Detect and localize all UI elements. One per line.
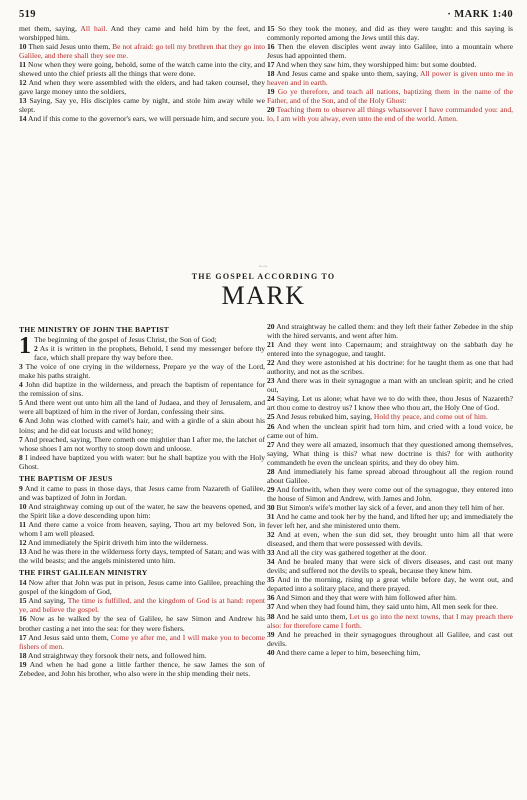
verse [19, 24, 265, 42]
verse-number: 10 [19, 501, 27, 511]
verse-number: 28 [267, 466, 275, 476]
verse [267, 503, 513, 512]
verse [267, 394, 513, 412]
words-of-christ: Go ye therefore, and teach all nations, baptizing them in the name of the Father, and of the Son, and of the Holy Ghost: [267, 87, 513, 106]
verse-number: 12 [19, 538, 27, 548]
verse [267, 42, 513, 60]
verse [267, 548, 513, 557]
verse-number: 15 [267, 24, 275, 33]
verse-text: And he was there in the wilderness forty days, tempted of Satan; and was with the wild beasts; and the angels ministered unto him. [19, 547, 265, 566]
verse-text: And they were astonished at his doctrine: for he taught them as one that had authority, and not as the scribes. [267, 358, 513, 377]
verse [19, 114, 265, 123]
verse-number: 32 [267, 530, 275, 540]
section-heading: THE BAPTISM OF JESUS [19, 473, 113, 483]
verse-number: 17 [19, 632, 27, 642]
verse-text: And they went into Capernaum; and straightway on the sabbath day he entered into the synagogue, and taught. [267, 340, 513, 359]
verse-number: 11 [19, 60, 27, 70]
verse-number: 16 [267, 42, 275, 52]
verse [19, 633, 265, 651]
verse-number: 22 [267, 358, 275, 368]
words-of-christ: Teaching them to observe all things whatsoever I have commanded you: and, lo, I am with you alway, even unto the end of the world. Amen. [267, 105, 513, 124]
verse-text: And Simon and they that were with him followed after him. [274, 593, 457, 603]
verse-number: 19 [19, 659, 27, 669]
verse-text: And if this come to the governor's ears, we will persuade him, and secure you. [26, 114, 265, 124]
verse-text: But Simon's wife's mother lay sick of a fever, and anon they tell him of her. [274, 502, 505, 512]
verse-number: 38 [267, 611, 275, 621]
verse-text: And there came a voice from heaven, saying, Thou art my beloved Son, in whom I am well pleased. [19, 519, 265, 539]
verse-number: 14 [19, 114, 27, 124]
verse-text: And there came a leper to him, beseeching him, [274, 647, 421, 657]
verse [267, 593, 513, 602]
verse [267, 69, 513, 87]
verse-text: And he healed many that were sick of divers diseases, and cast out many devils; and suffered not the devils to speak, because they knew him. [267, 557, 513, 576]
verse-number: 13 [19, 96, 27, 106]
matthew-right-column [267, 24, 513, 262]
verse-text: And saying, [26, 596, 68, 606]
verse [267, 440, 513, 467]
verse [19, 660, 265, 678]
verse [19, 435, 265, 453]
verse-text: And preached, saying, There cometh one mightier than I after me, the latchet of whose shoes I am not worthy to stoop down and unloose. [19, 434, 265, 453]
verse-text: Now as he walked by the sea of Galilee, he saw Simon and Andrew his brother casting a net into the sea: for they were fishers. [19, 614, 265, 633]
verse-number: 26 [267, 421, 275, 431]
verse-number: 11 [19, 519, 27, 529]
verse [19, 453, 265, 471]
verse-number: 37 [267, 602, 275, 612]
verse-text: And he said unto them, [274, 611, 350, 621]
verse-text: The beginning of the gospel of Jesus Christ, the Son of God; [34, 335, 217, 345]
verse-text: And forthwith, when they were come out of the synagogue, they entered into the house of Simon and Andrew, with James and John. [267, 484, 513, 503]
verse [19, 362, 265, 380]
mark-left-column [19, 322, 265, 798]
verse-text: And when they were assembled with the elders, and had taken counsel, they gave large money unto the soldiers, [19, 78, 265, 97]
section-heading: THE FIRST GALILEAN MINISTRY [19, 568, 148, 578]
verse-number: 14 [19, 578, 27, 588]
words-of-christ: All hail. [80, 24, 108, 33]
verse [267, 105, 513, 123]
verse-number: 31 [267, 511, 275, 521]
page-number: 519 [19, 9, 36, 20]
verse-number: 2 [34, 344, 38, 354]
matthew-ending [19, 24, 513, 262]
verse [19, 520, 265, 538]
verse-number: 13 [19, 547, 27, 557]
verse [19, 484, 265, 502]
verse-text: And when they saw him, they worshipped him: but some doubted. [274, 60, 477, 70]
verse-number: 27 [267, 439, 275, 449]
verse-text: Now when they were going, behold, some of the watch came into the city, and shewed unto the chief priests all the things that were done. [19, 60, 265, 79]
verse-number: 6 [19, 416, 23, 426]
verse-text: Then said Jesus unto them, [26, 42, 113, 52]
verse [267, 422, 513, 440]
verse-text: And they came and held him by the feet, and worshipped him. [19, 24, 265, 43]
verse-text: And he came and took her by the hand, and lifted her up; and immediately the fever left her, and she ministered unto them. [267, 511, 513, 531]
verse-text: And at even, when the sun did set, they brought unto him all that were diseased, and them that were possessed with devils. [267, 530, 513, 549]
verse-number: 17 [267, 60, 275, 70]
verse [19, 538, 265, 547]
verse-number: 40 [267, 647, 275, 657]
verse-number: 23 [267, 376, 275, 386]
verse [19, 416, 265, 434]
verse [267, 60, 513, 69]
verse [19, 547, 265, 565]
verse-text: Now after that John was put in prison, Jesus came into Galilee, preaching the gospel of the kingdom of God, [19, 578, 265, 597]
verse [267, 602, 513, 611]
verse-number: 9 [19, 483, 23, 493]
verse-number: 20 [267, 322, 275, 331]
words-of-christ: Hold thy peace, and come out of him. [373, 412, 488, 422]
verse [19, 78, 265, 96]
verse-text: And there went out unto him all the land of Judaea, and they of Jerusalem, and were all baptized of him in the river of Jordan, confessing their sins. [19, 398, 265, 417]
verse-text: met them, saying, [19, 24, 81, 33]
verse-text: And he preached in their synagogues throughout all Galilee, and cast out devils. [267, 629, 513, 648]
verse-number: 36 [267, 593, 275, 603]
verse-number: 24 [267, 394, 275, 404]
verse-text: And straightway he called them: and they left their father Zebedee in the ship with the hired servants, and went after him. [267, 322, 513, 341]
verse [267, 512, 513, 530]
words-of-christ: Come ye after me, and I will make you to become fishers of men. [19, 632, 265, 651]
verse-number: 16 [19, 614, 27, 624]
verse-text: And Jesus came and spake unto them, saying, [274, 69, 420, 79]
verse-text: And immediately the Spirit driveth him into the wilderness. [26, 538, 209, 548]
verse [19, 42, 265, 60]
verse-text: And in the morning, rising up a great while before day, he went out, and departed into a solitary place, and there prayed. [267, 575, 513, 594]
verse [267, 557, 513, 575]
verse [267, 412, 513, 421]
verse-text: And when the unclean spirit had torn him, and cried with a loud voice, he came out of him. [267, 421, 513, 440]
book-title-line1: THE GOSPEL ACCORDING TO [191, 272, 336, 281]
verse-number: 30 [267, 502, 275, 512]
verse-text: And John was clothed with camel's hair, and with a girdle of a skin about his loins; and he did eat locusts and wild honey; [19, 416, 265, 435]
verse [19, 344, 265, 362]
words-of-christ: The time is fulfilled, and the kingdom of God is at hand: repent ye, and believe the gospel. [19, 596, 265, 615]
verse [267, 648, 513, 657]
verse [267, 612, 513, 630]
verse-text: I indeed have baptized you with water: but he shall baptize you with the Holy Ghost. [19, 452, 265, 471]
verse-number: 10 [19, 42, 27, 52]
book-title [0, 272, 527, 310]
verse-number: 34 [267, 557, 275, 567]
verse-number: 25 [267, 412, 275, 422]
verse-text: And it came to pass in those days, that Jesus came from Nazareth of Galilee, and was baptized of John in Jordan. [19, 483, 265, 502]
verse [19, 96, 265, 114]
running-head-reference: · MARK 1:40 [447, 9, 513, 20]
verse-text: And Jesus rebuked him, saying, [274, 412, 374, 422]
verse-text: As it is written in the prophets, Behold, I send my messenger before thy face, which shall prepare thy way before thee. [34, 344, 265, 363]
verse-text: And straightway they forsook their nets, and followed him. [26, 650, 207, 660]
verse-number: 3 [19, 362, 23, 372]
verse [267, 467, 513, 485]
verse [19, 502, 265, 520]
verse-number: 39 [267, 629, 275, 639]
words-of-christ: Be not afraid: go tell my brethren that they go into Galilee, and there shall they see me. [19, 42, 265, 61]
verse [19, 596, 265, 614]
verse-text: Saying, Let us alone; what have we to do with thee, thou Jesus of Nazareth? art thou come to destroy us? I know thee who thou art, the Holy One of God. [267, 394, 513, 413]
mark-right-column [267, 322, 513, 798]
verse [19, 614, 265, 632]
verse [267, 530, 513, 548]
verse-text: The voice of one crying in the wilderness, Prepare ye the way of the Lord, make his paths straight. [19, 362, 265, 381]
verse-number: 12 [19, 78, 27, 88]
verse-number: 5 [19, 398, 23, 408]
chapter-number: 1 [19, 333, 31, 360]
verse-text: Saying, Say ye, His disciples came by night, and stole him away while we slept. [19, 96, 265, 115]
verse [267, 322, 513, 340]
verse [267, 340, 513, 358]
verse-text: John did baptize in the wilderness, and preach the baptism of repentance for the remission of sins. [19, 380, 265, 399]
verse [19, 60, 265, 78]
running-header [19, 9, 513, 23]
section-ornament: ~~ [258, 263, 269, 271]
verse-text: And Jesus said unto them, [26, 632, 111, 642]
verse-number: 21 [267, 340, 275, 350]
verse-number: 35 [267, 575, 275, 585]
verse [267, 575, 513, 593]
verse-text: And when he had gone a little farther thence, he saw James the son of Zebedee, and John his brother, who also were in the ship mending their nets. [19, 659, 265, 678]
verse-text: And all the city was gathered together at the door. [274, 548, 427, 558]
verse [267, 358, 513, 376]
verse [19, 380, 265, 398]
words-of-christ: Let us go into the next towns, that I may preach there also: for therefore came I forth. [267, 611, 513, 630]
verse-text: Then the eleven disciples went away into Galilee, into a mountain where Jesus had appointed them. [267, 42, 513, 61]
words-of-christ: All power is given unto me in heaven and in earth. [267, 69, 513, 88]
verse-number: 29 [267, 484, 275, 494]
verse-number: 15 [19, 596, 27, 606]
section-heading: THE MINISTRY OF JOHN THE BAPTIST [19, 325, 169, 334]
verse [19, 651, 265, 660]
verse-number: 4 [19, 380, 23, 390]
verse-number: 18 [267, 69, 275, 79]
verse-text: And immediately his fame spread abroad throughout all the region round about Galilee. [267, 466, 513, 485]
matthew-left-column [19, 24, 265, 262]
verse [267, 485, 513, 503]
verse-text: And they were all amazed, insomuch that they questioned among themselves, saying, What thing is this? what new doctrine is this? for with authority commandeth he even the unclean spirits, and they do obey him. [267, 439, 513, 467]
verse-number: 19 [267, 87, 275, 97]
verse-number: 33 [267, 548, 275, 558]
verse [267, 24, 513, 42]
verse-number: 18 [19, 650, 27, 660]
verse [267, 376, 513, 394]
verse-text: So they took the money, and did as they were taught: and this saying is commonly reported among the Jews until this day. [267, 24, 513, 43]
verse-number: 7 [19, 434, 23, 444]
book-title-line2: MARK [221, 281, 306, 310]
verse-text: And straightway coming up out of the water, he saw the heavens opened, and the Spirit like a dove descending upon him: [19, 501, 265, 520]
verse [267, 630, 513, 648]
verse-text: And there was in their synagogue a man with an unclean spirit; and he cried out, [267, 376, 513, 395]
mark-chapter-1 [19, 322, 513, 798]
verse [19, 578, 265, 596]
verse [267, 87, 513, 105]
verse-text: And when they had found him, they said unto him, All men seek for thee. [274, 602, 498, 612]
verse-number: 20 [267, 105, 275, 115]
verse-number: 8 [19, 452, 23, 462]
verse [19, 398, 265, 416]
